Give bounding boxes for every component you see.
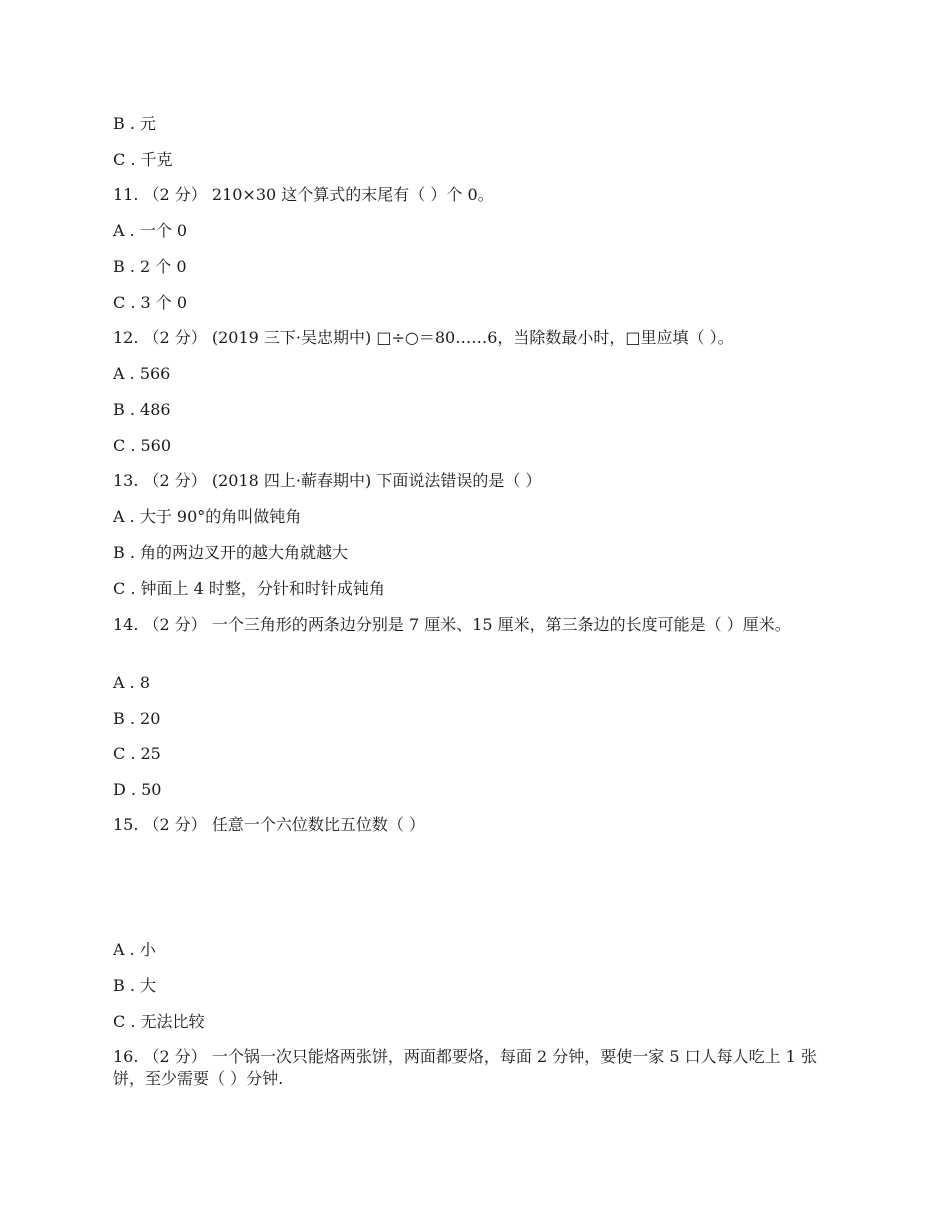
question-11-option-a: A . 一个 0 xyxy=(113,221,188,240)
question-13: 13. （2 分） (2018 四上·蕲春期中) 下面说法错误的是（ ） xyxy=(113,471,542,490)
question-15: 15. （2 分） 任意一个六位数比五位数（ ） xyxy=(113,815,425,834)
question-11-option-c: C . 3 个 0 xyxy=(113,293,188,312)
question-13-option-a: A . 大于 90°的角叫做钝角 xyxy=(113,507,302,526)
question-12-option-a: A . 566 xyxy=(113,364,171,383)
prev-question-option-b: B . 元 xyxy=(113,114,157,133)
question-14-option-d: D . 50 xyxy=(113,780,162,799)
question-11: 11. （2 分） 210×30 这个算式的末尾有（ ）个 0。 xyxy=(113,185,494,204)
question-14-option-b: B . 20 xyxy=(113,709,161,728)
prev-question-option-c: C . 千克 xyxy=(113,150,173,169)
question-12-option-c: C . 560 xyxy=(113,436,172,455)
question-15-option-c: C . 无法比较 xyxy=(113,1012,205,1031)
question-12-option-b: B . 486 xyxy=(113,400,171,419)
question-13-option-b: B . 角的两边叉开的越大角就越大 xyxy=(113,543,349,562)
question-14-option-a: A . 8 xyxy=(113,673,150,692)
question-11-option-b: B . 2 个 0 xyxy=(113,257,187,276)
question-14-option-c: C . 25 xyxy=(113,744,161,763)
question-16: 16. （2 分） 一个锅一次只能烙两张饼，两面都要烙，每面 2 分钟，要使一家 5 口人每人吃上 1 张饼，至少需要（ ）分钟. xyxy=(113,1047,817,1088)
question-15-option-a: A . 小 xyxy=(113,940,156,959)
question-12: 12. （2 分） (2019 三下·吴忠期中) □÷○＝80……6，当除数最小时，□里应填（ ）。 xyxy=(113,328,734,347)
question-13-option-c: C . 钟面上 4 时整，分针和时针成钝角 xyxy=(113,579,385,598)
question-14: 14. （2 分） 一个三角形的两条边分别是 7 厘米、15 厘米，第三条边的长度可能是（ ）厘米。 xyxy=(113,615,791,634)
question-15-option-b: B . 大 xyxy=(113,976,157,995)
